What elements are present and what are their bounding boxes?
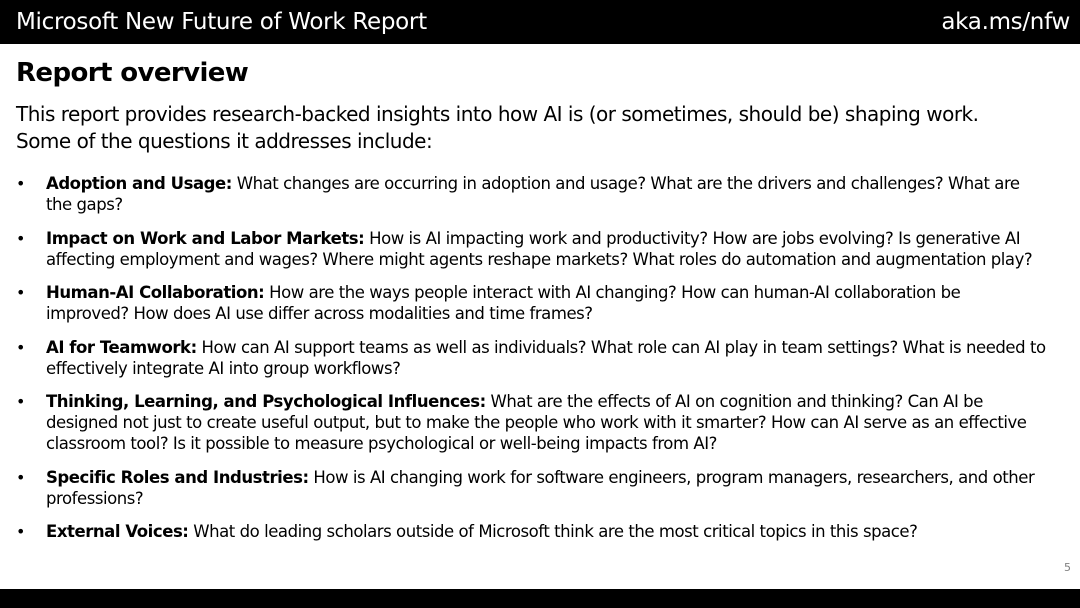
- list-item: [16, 228, 1046, 270]
- bullet-icon: •: [16, 283, 25, 302]
- list-item-text: How is AI impacting work and productivity? How are jobs evolving? Is generative AI affecting employment and wages? Where might agents reshape markets? What roles do automation and augmentation play?: [46, 228, 1033, 269]
- bullet-icon: •: [16, 467, 25, 487]
- question-list: [16, 173, 1046, 555]
- list-item-text: What changes are occurring in adoption and usage? What are the drivers and challenges? What are the gaps?: [46, 174, 1020, 214]
- list-item: [16, 521, 1046, 542]
- bullet-icon: •: [16, 174, 25, 193]
- list-item-heading: Thinking, Learning, and Psychological Influences:: [46, 392, 486, 411]
- bullet-icon: •: [16, 337, 25, 357]
- list-item: [16, 282, 1046, 324]
- list-item-text: What do leading scholars outside of Microsoft think are the most critical topics in this space?: [188, 522, 918, 541]
- list-item: [16, 173, 1046, 215]
- bullet-icon: •: [16, 228, 25, 248]
- list-item-heading: Specific Roles and Industries:: [46, 467, 309, 487]
- bullet-icon: •: [16, 522, 25, 541]
- list-item-heading: Impact on Work and Labor Markets:: [46, 228, 365, 248]
- intro-paragraph: This report provides research-backed insights into how AI is (or sometimes, should be) shaping work. Some of the questions it addresses include:: [16, 102, 979, 153]
- header-title: Microsoft New Future of Work Report: [16, 9, 427, 35]
- header-bar: [0, 0, 1080, 44]
- header-link[interactable]: aka.ms/nfw: [941, 9, 1070, 35]
- list-item: [16, 391, 1046, 454]
- list-item-heading: AI for Teamwork:: [46, 337, 197, 357]
- list-item-text: How are the ways people interact with AI changing? How can human-AI collaboration be improved? How does AI use differ across modalities and time frames?: [46, 283, 961, 323]
- list-item-heading: Human-AI Collaboration:: [46, 283, 265, 302]
- list-item: [16, 337, 1046, 379]
- list-item: [16, 467, 1046, 509]
- list-item-text: How is AI changing work for software engineers, program managers, researchers, and other professions?: [46, 467, 1035, 508]
- page-number: 5: [1064, 561, 1071, 574]
- footer-bar: [0, 589, 1080, 608]
- list-item-heading: Adoption and Usage:: [46, 174, 232, 193]
- list-item-text: What are the effects of AI on cognition and thinking? Can AI be designed not just to create useful output, but to make the people who work with it smarter? How can AI serve as an effective classroom tool? Is it possible to measure psychological or well-being impacts from AI?: [46, 392, 1027, 453]
- section-title: Report overview: [16, 58, 249, 88]
- list-item-text: How can AI support teams as well as individuals? What role can AI play in team settings? What is needed to effectively integrate AI into group workflows?: [46, 337, 1046, 378]
- list-item-heading: External Voices:: [46, 522, 189, 541]
- bullet-icon: •: [16, 392, 25, 411]
